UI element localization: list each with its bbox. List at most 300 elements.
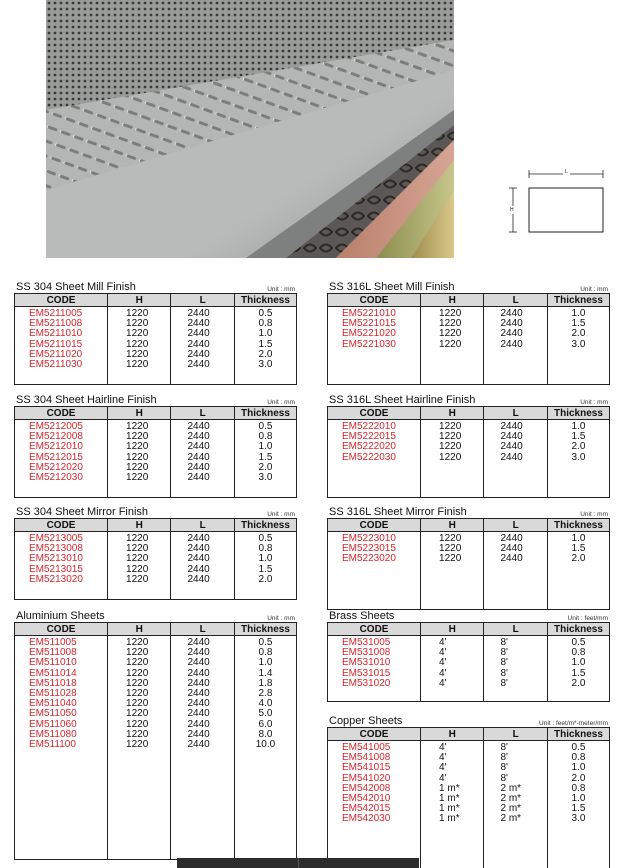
length-cell: 2440	[187, 543, 210, 555]
height-column	[108, 532, 171, 600]
column-header: L	[484, 407, 547, 420]
column-header: H	[108, 519, 171, 532]
table-body	[15, 307, 297, 385]
spec-table-ss304-mill	[14, 279, 297, 385]
thickness-cell: 0.8	[571, 782, 586, 794]
thickness-cell: 2.0	[258, 348, 273, 360]
code-cell: EM531010	[342, 657, 391, 669]
header-row	[328, 728, 610, 741]
length-column	[171, 532, 234, 600]
length-cell: 2440	[500, 308, 523, 319]
dimension-diagram	[505, 168, 605, 236]
thickness-cell: 2.0	[571, 677, 586, 689]
code-column	[15, 532, 108, 600]
length-cell: 2440	[187, 451, 210, 463]
table-title: SS 316L Sheet Mirror Finish	[329, 506, 467, 518]
code-cell: EM5212008	[29, 431, 83, 443]
height-cell: 1220	[439, 421, 462, 432]
thickness-cell: 0.5	[258, 308, 273, 319]
length-cell: 2440	[187, 637, 210, 648]
length-cell: 2440	[500, 543, 523, 555]
thickness-cell: 0.5	[571, 637, 586, 648]
height-cell: 1220	[126, 698, 149, 710]
code-cell: EM5222010	[342, 421, 396, 432]
column-header: Thickness	[234, 294, 296, 307]
length-cell: 2440	[187, 698, 210, 710]
thickness-column	[234, 532, 296, 600]
code-cell: EM542030	[342, 813, 391, 825]
length-cell: 2440	[187, 563, 210, 575]
length-cell: 2440	[187, 441, 210, 453]
height-column	[421, 420, 484, 498]
thickness-cell: 1.0	[258, 553, 273, 565]
code-cell: EM5222020	[342, 441, 396, 453]
code-cell: EM542015	[342, 803, 391, 815]
length-cell: 2440	[500, 328, 523, 340]
height-cell: 1220	[126, 441, 149, 453]
code-cell: EM541005	[342, 742, 391, 753]
column-header: CODE	[328, 294, 421, 307]
header-row	[15, 294, 297, 307]
thickness-cell: 0.8	[258, 431, 273, 443]
height-cell: 1220	[439, 431, 462, 443]
length-cell: 2440	[500, 431, 523, 443]
length-cell: 8'	[500, 647, 508, 659]
table-title: SS 304 Sheet Mirror Finish	[16, 506, 149, 518]
data-table	[14, 518, 297, 600]
code-cell: EM511028	[29, 688, 77, 700]
spec-table-ss316l-hairline	[327, 392, 610, 498]
unit-label: Unit : mm	[267, 511, 295, 518]
thickness-cell: 10.0	[255, 739, 276, 751]
code-cell: EM541020	[342, 772, 391, 784]
spec-table-ss316l-mirror	[327, 504, 610, 610]
height-label: H	[510, 207, 514, 213]
unit-label: Unit : mm	[267, 399, 295, 406]
height-cell: 1 m*	[439, 803, 460, 815]
height-cell: 1220	[126, 637, 149, 648]
thickness-cell: 1.5	[258, 451, 273, 463]
thickness-cell: 3.0	[571, 451, 586, 463]
length-cell: 2440	[187, 739, 210, 751]
length-cell: 2440	[187, 728, 210, 740]
code-cell: EM5222015	[342, 431, 396, 443]
column-header: Thickness	[547, 519, 609, 532]
unit-label: Unit : feet/mm	[567, 615, 608, 622]
length-cell: 2440	[500, 338, 523, 350]
column-header: H	[421, 623, 484, 636]
code-cell: EM5213010	[29, 553, 83, 565]
length-cell: 2440	[187, 472, 210, 484]
unit-label: Unit : mm	[580, 399, 608, 406]
unit-label: Unit : feet/m*-meter/mm	[539, 720, 608, 727]
code-cell: EM541015	[342, 762, 391, 774]
thickness-cell: 1.0	[571, 657, 586, 669]
length-cell: 8'	[500, 772, 508, 784]
length-cell: 2 m*	[500, 793, 522, 805]
code-cell: EM5223015	[342, 543, 396, 555]
table-title: Copper Sheets	[329, 715, 403, 727]
code-cell: EM5211015	[29, 338, 83, 350]
length-cell: 2440	[187, 348, 210, 360]
code-cell: EM5211020	[29, 348, 83, 360]
height-cell: 1220	[126, 718, 149, 730]
length-cell: 2440	[187, 338, 210, 350]
unit-label: Unit : mm	[267, 615, 295, 622]
length-cell: 2440	[187, 657, 210, 669]
thickness-cell: 1.0	[571, 421, 586, 432]
thickness-cell: 1.0	[571, 308, 586, 319]
thickness-cell: 1.5	[571, 803, 586, 815]
data-table	[327, 727, 610, 868]
height-column	[421, 307, 484, 385]
length-cell: 2440	[187, 708, 210, 720]
thickness-cell: 2.0	[258, 573, 273, 585]
spec-table-brass	[327, 608, 610, 702]
length-cell: 2440	[187, 667, 210, 679]
column-header: Thickness	[547, 294, 609, 307]
code-column	[328, 532, 421, 610]
header-row	[15, 407, 297, 420]
column-header: CODE	[15, 519, 108, 532]
table-title: SS 316L Sheet Mill Finish	[329, 281, 455, 293]
length-cell: 2440	[187, 318, 210, 330]
length-cell: 2440	[187, 461, 210, 473]
thickness-column	[547, 636, 609, 702]
code-column	[15, 636, 108, 860]
thickness-cell: 3.0	[258, 472, 273, 484]
code-cell: EM511100	[29, 739, 76, 751]
code-cell: EM531015	[342, 667, 391, 679]
thickness-cell: 6.0	[258, 718, 273, 730]
column-header: Thickness	[234, 519, 296, 532]
code-cell: EM5211008	[29, 318, 83, 330]
toolbar-button-left[interactable]	[177, 858, 299, 868]
height-cell: 4'	[439, 772, 447, 784]
length-column	[484, 741, 547, 868]
length-label: L	[565, 169, 568, 175]
code-column	[328, 741, 421, 868]
length-cell: 2440	[187, 688, 210, 700]
thickness-cell: 0.8	[571, 752, 586, 764]
thickness-column	[547, 532, 609, 610]
table-title: Brass Sheets	[329, 610, 395, 622]
height-cell: 1220	[439, 543, 462, 555]
length-cell: 8'	[500, 657, 508, 669]
height-cell: 1220	[126, 667, 149, 679]
length-column	[484, 420, 547, 498]
code-cell: EM5212005	[29, 421, 83, 432]
thickness-cell: 4.0	[258, 698, 273, 710]
code-cell: EM511040	[29, 698, 77, 710]
header-row	[15, 623, 297, 636]
column-header: L	[484, 623, 547, 636]
length-cell: 2440	[187, 533, 210, 544]
height-cell: 1 m*	[439, 782, 460, 794]
spec-table-copper	[327, 713, 610, 868]
column-header: Thickness	[234, 623, 296, 636]
code-cell: EM5211005	[29, 308, 83, 319]
length-cell: 2 m*	[500, 782, 522, 794]
spec-table-ss316l-mill	[327, 279, 610, 385]
table-title: Aluminium Sheets	[16, 610, 105, 622]
unit-label: Unit : mm	[580, 511, 608, 518]
height-cell: 1220	[439, 553, 462, 565]
height-cell: 1220	[126, 451, 149, 463]
thickness-cell: 2.0	[571, 553, 586, 565]
column-header: L	[171, 623, 234, 636]
code-column	[15, 420, 108, 498]
length-cell: 2440	[500, 421, 523, 432]
code-cell: EM511005	[29, 637, 77, 648]
code-cell: EM511060	[29, 718, 77, 730]
spec-table-aluminium	[14, 608, 297, 860]
column-header: CODE	[15, 623, 108, 636]
data-table	[327, 622, 610, 702]
length-cell: 8'	[500, 762, 508, 774]
thickness-column	[234, 636, 296, 860]
height-cell: 1 m*	[439, 793, 460, 805]
column-header: CODE	[328, 728, 421, 741]
data-table	[327, 518, 610, 610]
column-header: Thickness	[234, 407, 296, 420]
code-cell: EM5211030	[29, 359, 83, 371]
length-cell: 2440	[187, 421, 210, 432]
column-header: H	[421, 407, 484, 420]
thickness-cell: 0.5	[258, 421, 273, 432]
height-cell: 1220	[126, 553, 149, 565]
header-row	[328, 294, 610, 307]
thickness-cell: 0.5	[258, 533, 273, 544]
height-cell: 1220	[126, 308, 149, 319]
column-header: H	[108, 407, 171, 420]
thickness-cell: 0.8	[258, 543, 273, 555]
column-header: Thickness	[547, 728, 609, 741]
length-cell: 2440	[187, 328, 210, 340]
height-cell: 1220	[126, 677, 149, 689]
product-photo	[46, 0, 454, 258]
height-column	[421, 636, 484, 702]
height-cell: 4'	[439, 752, 447, 764]
code-cell: EM5222030	[342, 451, 396, 463]
unit-label: Unit : mm	[580, 286, 608, 293]
code-column	[328, 307, 421, 385]
code-cell: EM542008	[342, 782, 391, 794]
height-cell: 4'	[439, 742, 447, 753]
code-cell: EM511080	[29, 728, 77, 740]
spec-table-ss304-mirror	[14, 504, 297, 600]
height-cell: 1220	[126, 359, 149, 371]
thickness-cell: 1.5	[571, 318, 586, 330]
code-cell: EM5221010	[342, 308, 396, 319]
code-cell: EM5213015	[29, 563, 83, 575]
code-cell: EM5221020	[342, 328, 396, 340]
height-cell: 1220	[126, 431, 149, 443]
length-cell: 2440	[187, 431, 210, 443]
thickness-cell: 3.0	[258, 359, 273, 371]
length-cell: 2440	[500, 441, 523, 453]
table-body	[328, 420, 610, 498]
length-cell: 2440	[187, 718, 210, 730]
height-cell: 1220	[126, 472, 149, 484]
length-cell: 8'	[500, 637, 508, 648]
thickness-column	[547, 741, 609, 868]
table-body	[15, 532, 297, 600]
column-header: H	[421, 728, 484, 741]
length-cell: 8'	[500, 752, 508, 764]
data-table	[14, 293, 297, 385]
table-body	[15, 420, 297, 498]
thickness-cell: 1.0	[571, 762, 586, 774]
height-cell: 1 m*	[439, 813, 460, 825]
length-cell: 8'	[500, 667, 508, 679]
code-cell: EM5212010	[29, 441, 83, 453]
thickness-cell: 2.0	[571, 772, 586, 784]
code-cell: EM5213008	[29, 543, 83, 555]
thickness-cell: 1.0	[258, 657, 273, 669]
column-header: L	[484, 294, 547, 307]
length-cell: 8'	[500, 677, 508, 689]
column-header: L	[171, 294, 234, 307]
thickness-cell: 1.0	[258, 441, 273, 453]
table-title: SS 304 Sheet Hairline Finish	[16, 394, 157, 406]
spec-table-ss304-hairline	[14, 392, 297, 498]
thickness-cell: 1.4	[258, 667, 273, 679]
thickness-cell: 1.5	[258, 563, 273, 575]
table-body	[328, 741, 610, 868]
code-cell: EM541008	[342, 752, 391, 764]
column-header: Thickness	[547, 623, 609, 636]
thickness-cell: 2.0	[571, 441, 586, 453]
code-cell: EM531008	[342, 647, 391, 659]
height-cell: 1220	[439, 441, 462, 453]
column-header: CODE	[15, 407, 108, 420]
height-cell: 1220	[126, 688, 149, 700]
thickness-cell: 5.0	[258, 708, 273, 720]
column-header: H	[421, 519, 484, 532]
height-cell: 1220	[126, 338, 149, 350]
length-cell: 8'	[500, 742, 508, 753]
code-cell: EM5212020	[29, 461, 83, 473]
code-cell: EM531005	[342, 637, 391, 648]
length-cell: 2440	[187, 553, 210, 565]
code-cell: EM5213020	[29, 573, 83, 585]
length-cell: 2440	[500, 318, 523, 330]
height-cell: 1220	[439, 328, 462, 340]
thickness-cell: 0.8	[258, 318, 273, 330]
height-cell: 1220	[126, 348, 149, 360]
thickness-cell: 0.8	[258, 647, 273, 659]
header-row	[328, 407, 610, 420]
height-cell: 1220	[126, 573, 149, 585]
thickness-cell: 1.5	[571, 543, 586, 555]
length-column	[484, 307, 547, 385]
length-column	[484, 532, 547, 610]
height-cell: 4'	[439, 667, 447, 679]
height-cell: 4'	[439, 647, 447, 659]
column-header: H	[108, 294, 171, 307]
height-cell: 1220	[126, 728, 149, 740]
height-cell: 4'	[439, 762, 447, 774]
column-header: L	[171, 407, 234, 420]
column-header: Thickness	[547, 407, 609, 420]
thickness-cell: 1.0	[258, 328, 273, 340]
height-cell: 1220	[126, 421, 149, 432]
column-header: CODE	[328, 623, 421, 636]
code-cell: EM511008	[29, 647, 77, 659]
height-cell: 1220	[439, 318, 462, 330]
code-cell: EM5223020	[342, 553, 396, 565]
thickness-cell: 1.0	[571, 793, 586, 805]
length-column	[484, 636, 547, 702]
code-cell: EM5212030	[29, 472, 83, 484]
height-column	[108, 636, 171, 860]
column-header: H	[421, 294, 484, 307]
length-cell: 2440	[187, 677, 210, 689]
code-cell: EM5211010	[29, 328, 83, 340]
height-cell: 1220	[126, 533, 149, 544]
unit-label: Unit : mm	[267, 286, 295, 293]
thickness-cell: 1.0	[571, 533, 586, 544]
data-table	[327, 293, 610, 385]
data-table	[14, 406, 297, 498]
table-title: SS 316L Sheet Hairline Finish	[329, 394, 476, 406]
thickness-cell: 8.0	[258, 728, 273, 740]
column-header: H	[108, 623, 171, 636]
header-row	[328, 519, 610, 532]
thickness-cell: 0.5	[571, 742, 586, 753]
code-cell: EM531020	[342, 677, 391, 689]
column-header: L	[484, 728, 547, 741]
length-cell: 2440	[500, 451, 523, 463]
height-cell: 1220	[126, 543, 149, 555]
column-header: CODE	[328, 519, 421, 532]
length-cell: 2 m*	[500, 813, 522, 825]
code-column	[328, 636, 421, 702]
height-cell: 1220	[126, 739, 149, 751]
thickness-column	[234, 307, 296, 385]
length-column	[171, 636, 234, 860]
code-column	[15, 307, 108, 385]
length-cell: 2440	[187, 573, 210, 585]
column-header: CODE	[15, 294, 108, 307]
length-cell: 2 m*	[500, 803, 522, 815]
code-cell: EM5213005	[29, 533, 83, 544]
height-cell: 4'	[439, 657, 447, 669]
height-cell: 1220	[126, 318, 149, 330]
height-column	[421, 532, 484, 610]
height-cell: 1220	[126, 461, 149, 473]
thickness-cell: 1.8	[258, 677, 273, 689]
toolbar-button-right[interactable]	[299, 858, 420, 868]
thickness-cell: 1.5	[571, 667, 586, 679]
code-cell: EM5221030	[342, 338, 396, 350]
code-column	[328, 420, 421, 498]
code-cell: EM511018	[29, 677, 77, 689]
bottom-toolbar[interactable]	[177, 858, 419, 868]
thickness-cell: 2.0	[571, 328, 586, 340]
code-cell: EM511050	[29, 708, 77, 720]
height-cell: 1220	[439, 338, 462, 350]
height-cell: 1220	[126, 647, 149, 659]
length-column	[171, 307, 234, 385]
thickness-cell: 2.8	[258, 688, 273, 700]
thickness-cell: 0.5	[258, 637, 273, 648]
height-cell: 1220	[439, 308, 462, 319]
table-body	[328, 636, 610, 702]
thickness-cell: 0.8	[571, 647, 586, 659]
height-column	[108, 420, 171, 498]
